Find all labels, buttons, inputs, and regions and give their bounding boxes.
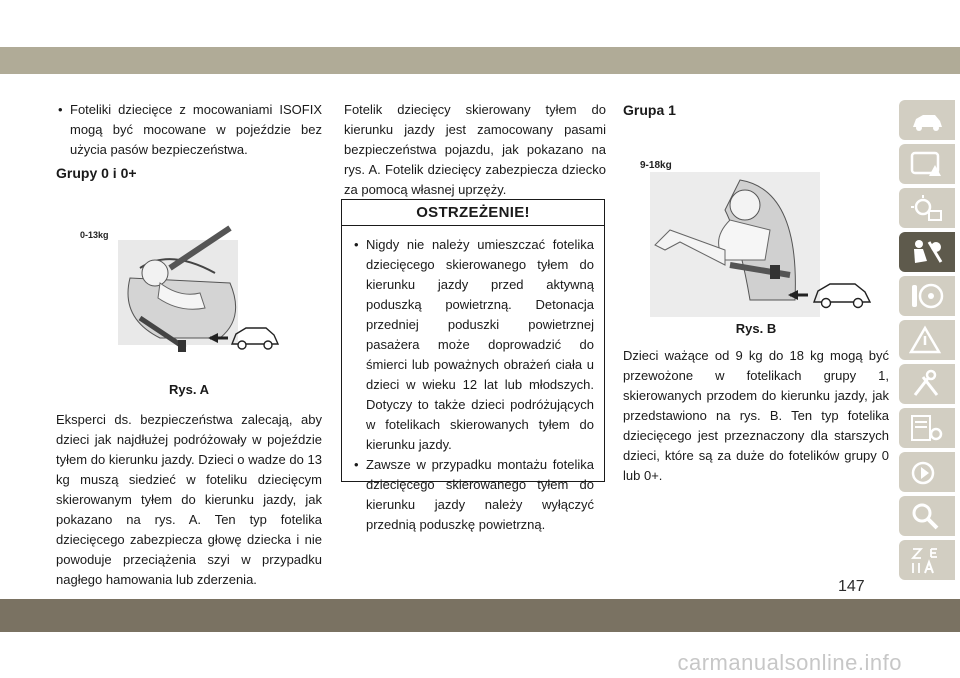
column-1 bbox=[56, 100, 322, 160]
column-1-paragraph bbox=[56, 410, 322, 590]
column-2 bbox=[344, 100, 606, 200]
top-band bbox=[0, 47, 960, 74]
breakdown-triangle-icon bbox=[909, 325, 945, 355]
fig-b-label: 9-18kg bbox=[640, 160, 672, 171]
page-number: 147 bbox=[838, 578, 865, 595]
steering-wheel-icon bbox=[909, 281, 945, 311]
warning-title: OSTRZEŻENIE! bbox=[342, 200, 604, 226]
tab-search[interactable] bbox=[899, 496, 955, 536]
heading-grupa-1: Grupa 1 bbox=[623, 102, 676, 118]
warning-item-1: • Nigdy nie należy umieszczać fotelika dziecięcego skierowanego tyłem do kierunku jazdy przed aktywną poduszką powietrzną. Detonacja przedniej poduszki powietrznej pasażera może doprowadzić do śmierci lub poważnych obrażeń ciała u dzieci w wieku 12 lat lub młodszych. Dotyczy to także dzieci podróżujących w fotelikach skierowanych tyłem do kierunku jazdy. bbox=[352, 235, 594, 455]
heading-grupy-0: Grupy 0 i 0+ bbox=[56, 165, 137, 181]
tab-lights[interactable] bbox=[899, 188, 955, 228]
multimedia-icon bbox=[909, 457, 945, 487]
rear-facing-seat-figure bbox=[70, 198, 320, 358]
forward-facing-seat-figure bbox=[630, 150, 885, 320]
fig-a-label: 0-13kg bbox=[80, 230, 109, 240]
tab-multimedia[interactable] bbox=[899, 452, 955, 492]
caption-rys-a: Rys. A bbox=[169, 382, 209, 397]
bottom-band bbox=[0, 599, 960, 632]
alphabet-index-icon bbox=[909, 545, 945, 575]
watermark: carmanualsonline.info bbox=[677, 650, 902, 675]
column-3-paragraph bbox=[623, 346, 889, 486]
rear-facing-paragraph: Eksperci ds. bezpieczeństwa zalecają, aby dzieci jak najdłużej podróżowały w pojeździe tyłem do kierunku jazdy. Dzieci o wadze do 13 kg muszą siedzieć w foteliku dziecięcym skierowanym tyłem do kierunku jazdy, jak pokazano na rys. A. Ten typ fotelika dziecięcego zabezpiecza głowę dziecka i nie powoduje przeciążenia szyi w przypadku nagłego hamowania lub zderzenia. bbox=[56, 412, 322, 587]
specifications-icon bbox=[909, 413, 945, 443]
airbag-safety-icon bbox=[909, 237, 945, 267]
tab-index[interactable] bbox=[899, 540, 955, 580]
tab-dashboard[interactable] bbox=[899, 144, 955, 184]
belt-fixed-paragraph: Fotelik dziecięcy skierowany tyłem do kierunku jazdy jest zamocowany pasami bezpieczeństwa pojazdu, jak pokazano na rys. A. Fotelik dziecięcy zabezpiecza dziecko za pomocą własnej uprzęży. bbox=[344, 102, 606, 197]
warning-item-2: • Zawsze w przypadku montażu fotelika dziecięcego skierowanego tyłem do kierunku jazdy należy wyłączyć przednią poduszkę powietrzną. bbox=[352, 455, 594, 535]
tab-safety[interactable] bbox=[899, 232, 955, 272]
dashboard-warning-icon bbox=[909, 149, 945, 179]
isofix-bullet: • Foteliki dziecięce z mocowaniami ISOFIX mogą być mocowane w pojeździe bez użycia pasów bezpieczeństwa. bbox=[56, 100, 322, 160]
tab-starting[interactable] bbox=[899, 276, 955, 316]
tab-service[interactable] bbox=[899, 364, 955, 404]
service-tools-icon bbox=[909, 369, 945, 399]
warning-box bbox=[341, 199, 605, 532]
group-1-paragraph: Dzieci ważące od 9 kg do 18 kg mogą być przewożone w fotelikach grupy 1, skierowanych przodem do kierunku jazdy, jak przedstawiono na rys. B. Ten typ fotelika dziecięcego jest przeznaczony dla starszych dzieci, które są za duże do fotelików grupy 0 lub 0+. bbox=[623, 348, 889, 483]
tab-emergency[interactable] bbox=[899, 320, 955, 360]
warning-body bbox=[342, 226, 604, 535]
lights-icon bbox=[909, 193, 945, 223]
tab-car-info[interactable] bbox=[899, 100, 955, 140]
tab-specs[interactable] bbox=[899, 408, 955, 448]
car-info-icon bbox=[909, 105, 945, 135]
caption-rys-b: Rys. B bbox=[735, 321, 777, 336]
search-index-icon bbox=[909, 501, 945, 531]
